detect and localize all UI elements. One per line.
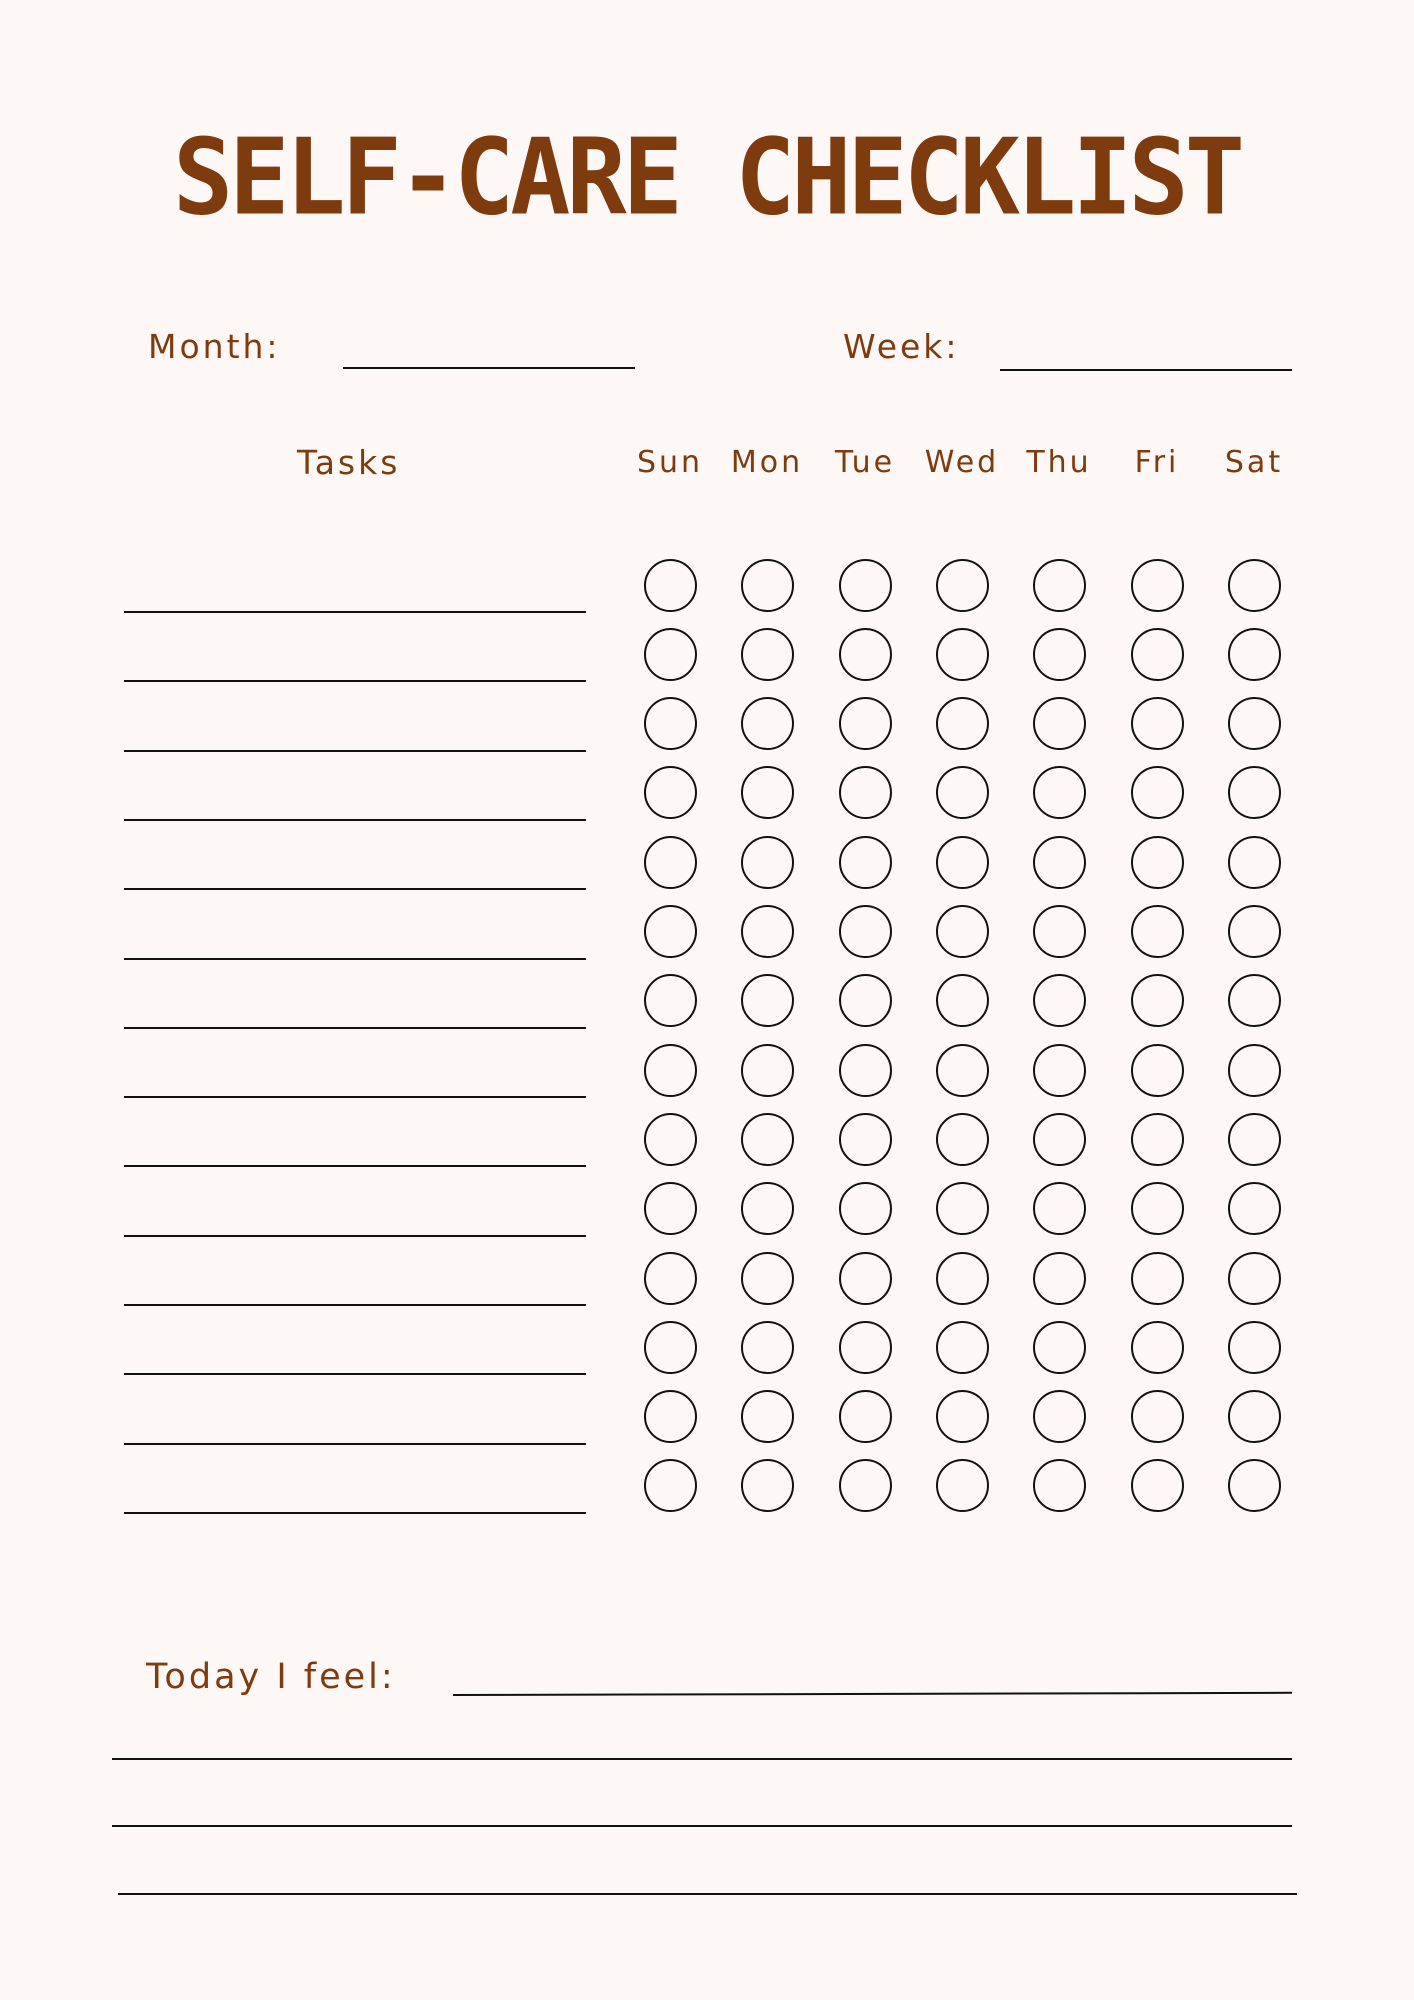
checkbox-sat[interactable] [1228, 974, 1281, 1027]
checkbox-tue[interactable] [839, 697, 892, 750]
checkbox-sat[interactable] [1228, 1113, 1281, 1166]
checkbox-fri[interactable] [1131, 628, 1184, 681]
checkbox-mon[interactable] [741, 628, 794, 681]
checkbox-wed[interactable] [936, 697, 989, 750]
checkbox-wed[interactable] [936, 1113, 989, 1166]
checkbox-tue[interactable] [839, 974, 892, 1027]
journal-line[interactable] [112, 1758, 1292, 1760]
checkbox-tue[interactable] [839, 559, 892, 612]
week-field[interactable] [1000, 369, 1292, 371]
task-line[interactable] [124, 1096, 586, 1098]
checkbox-thu[interactable] [1033, 974, 1086, 1027]
checkbox-sat[interactable] [1228, 697, 1281, 750]
checkbox-sun[interactable] [644, 1044, 697, 1097]
checkbox-sat[interactable] [1228, 559, 1281, 612]
checkbox-fri[interactable] [1131, 1390, 1184, 1443]
checkbox-thu[interactable] [1033, 1252, 1086, 1305]
checkbox-sat[interactable] [1228, 1321, 1281, 1374]
checkbox-thu[interactable] [1033, 1182, 1086, 1235]
checkbox-thu[interactable] [1033, 1390, 1086, 1443]
checkbox-fri[interactable] [1131, 836, 1184, 889]
checkbox-sun[interactable] [644, 697, 697, 750]
checkbox-tue[interactable] [839, 1321, 892, 1374]
checkbox-wed[interactable] [936, 1459, 989, 1512]
checkbox-sun[interactable] [644, 1459, 697, 1512]
checkbox-sat[interactable] [1228, 628, 1281, 681]
checkbox-wed[interactable] [936, 628, 989, 681]
checkbox-thu[interactable] [1033, 628, 1086, 681]
task-line[interactable] [124, 1512, 586, 1514]
checkbox-fri[interactable] [1131, 697, 1184, 750]
checkbox-fri[interactable] [1131, 1182, 1184, 1235]
checkbox-sun[interactable] [644, 766, 697, 819]
checkbox-mon[interactable] [741, 1113, 794, 1166]
checkbox-mon[interactable] [741, 1390, 794, 1443]
checkbox-sun[interactable] [644, 1252, 697, 1305]
checkbox-sat[interactable] [1228, 836, 1281, 889]
day-header-mon: Mon [730, 445, 804, 480]
checkbox-tue[interactable] [839, 1044, 892, 1097]
checkbox-mon[interactable] [741, 1252, 794, 1305]
checkbox-sun[interactable] [644, 1390, 697, 1443]
day-header-thu: Thu [1026, 445, 1092, 480]
checkbox-thu[interactable] [1033, 1044, 1086, 1097]
checkbox-sun[interactable] [644, 836, 697, 889]
checkbox-thu[interactable] [1033, 1113, 1086, 1166]
checkbox-fri[interactable] [1131, 974, 1184, 1027]
checkbox-sat[interactable] [1228, 1044, 1281, 1097]
checkbox-mon[interactable] [741, 1321, 794, 1374]
checkbox-fri[interactable] [1131, 766, 1184, 819]
checkbox-sun[interactable] [644, 1113, 697, 1166]
checkbox-sat[interactable] [1228, 1459, 1281, 1512]
feel-label: Today I feel: [146, 1657, 396, 1697]
checkbox-thu[interactable] [1033, 1321, 1086, 1374]
day-header-tue: Tue [834, 445, 896, 480]
task-line[interactable] [124, 958, 586, 960]
checkbox-wed[interactable] [936, 766, 989, 819]
task-line[interactable] [124, 1235, 586, 1237]
checkbox-sun[interactable] [644, 559, 697, 612]
checkbox-mon[interactable] [741, 905, 794, 958]
checkbox-mon[interactable] [741, 1182, 794, 1235]
checkbox-fri[interactable] [1131, 1252, 1184, 1305]
task-line[interactable] [124, 750, 586, 752]
checkbox-fri[interactable] [1131, 1113, 1184, 1166]
feel-field[interactable] [453, 1692, 1292, 1696]
week-label: Week: [843, 327, 960, 366]
checkbox-tue[interactable] [839, 905, 892, 958]
day-header-sun: Sun [636, 445, 704, 480]
checkbox-tue[interactable] [839, 766, 892, 819]
page-title: SELF-CARE CHECKLIST [173, 116, 1241, 239]
checkbox-sun[interactable] [644, 1321, 697, 1374]
checkbox-sat[interactable] [1228, 1252, 1281, 1305]
checkbox-fri[interactable] [1131, 1459, 1184, 1512]
task-line[interactable] [124, 819, 586, 821]
checkbox-thu[interactable] [1033, 697, 1086, 750]
checkbox-thu[interactable] [1033, 905, 1086, 958]
checkbox-wed[interactable] [936, 905, 989, 958]
checkbox-fri[interactable] [1131, 905, 1184, 958]
checkbox-wed[interactable] [936, 559, 989, 612]
checkbox-sat[interactable] [1228, 1390, 1281, 1443]
tasks-header: Tasks [297, 443, 401, 482]
month-label: Month: [148, 327, 281, 366]
task-line[interactable] [124, 1304, 586, 1306]
checkbox-sat[interactable] [1228, 766, 1281, 819]
day-header-sat: Sat [1224, 445, 1284, 480]
task-line[interactable] [124, 680, 586, 682]
checkbox-thu[interactable] [1033, 836, 1086, 889]
checkbox-sat[interactable] [1228, 1182, 1281, 1235]
checkbox-thu[interactable] [1033, 1459, 1086, 1512]
checkbox-wed[interactable] [936, 974, 989, 1027]
checkbox-thu[interactable] [1033, 766, 1086, 819]
checkbox-fri[interactable] [1131, 559, 1184, 612]
task-line[interactable] [124, 1373, 586, 1375]
checkbox-sun[interactable] [644, 1182, 697, 1235]
checkbox-thu[interactable] [1033, 559, 1086, 612]
checkbox-tue[interactable] [839, 1459, 892, 1512]
checkbox-mon[interactable] [741, 697, 794, 750]
task-line[interactable] [124, 1027, 586, 1029]
checkbox-tue[interactable] [839, 1182, 892, 1235]
checkbox-mon[interactable] [741, 1044, 794, 1097]
month-field[interactable] [343, 367, 635, 369]
journal-line[interactable] [112, 1825, 1292, 1827]
task-line[interactable] [124, 611, 586, 613]
day-header-wed: Wed [924, 445, 1000, 480]
checkbox-tue[interactable] [839, 1113, 892, 1166]
checkbox-wed[interactable] [936, 1321, 989, 1374]
checkbox-wed[interactable] [936, 1390, 989, 1443]
checkbox-tue[interactable] [839, 628, 892, 681]
checkbox-sun[interactable] [644, 974, 697, 1027]
checkbox-sun[interactable] [644, 628, 697, 681]
checkbox-fri[interactable] [1131, 1321, 1184, 1374]
checkbox-sun[interactable] [644, 905, 697, 958]
checkbox-tue[interactable] [839, 1390, 892, 1443]
day-header-fri: Fri [1134, 445, 1180, 480]
checkbox-wed[interactable] [936, 836, 989, 889]
checkbox-mon[interactable] [741, 974, 794, 1027]
checkbox-sat[interactable] [1228, 905, 1281, 958]
task-line[interactable] [124, 1165, 586, 1167]
checkbox-fri[interactable] [1131, 1044, 1184, 1097]
checkbox-mon[interactable] [741, 766, 794, 819]
checkbox-mon[interactable] [741, 836, 794, 889]
journal-line[interactable] [118, 1893, 1297, 1895]
checkbox-mon[interactable] [741, 1459, 794, 1512]
task-line[interactable] [124, 888, 586, 890]
checkbox-wed[interactable] [936, 1182, 989, 1235]
checkbox-wed[interactable] [936, 1044, 989, 1097]
checkbox-mon[interactable] [741, 559, 794, 612]
checkbox-tue[interactable] [839, 1252, 892, 1305]
checkbox-tue[interactable] [839, 836, 892, 889]
checkbox-wed[interactable] [936, 1252, 989, 1305]
task-line[interactable] [124, 1443, 586, 1445]
